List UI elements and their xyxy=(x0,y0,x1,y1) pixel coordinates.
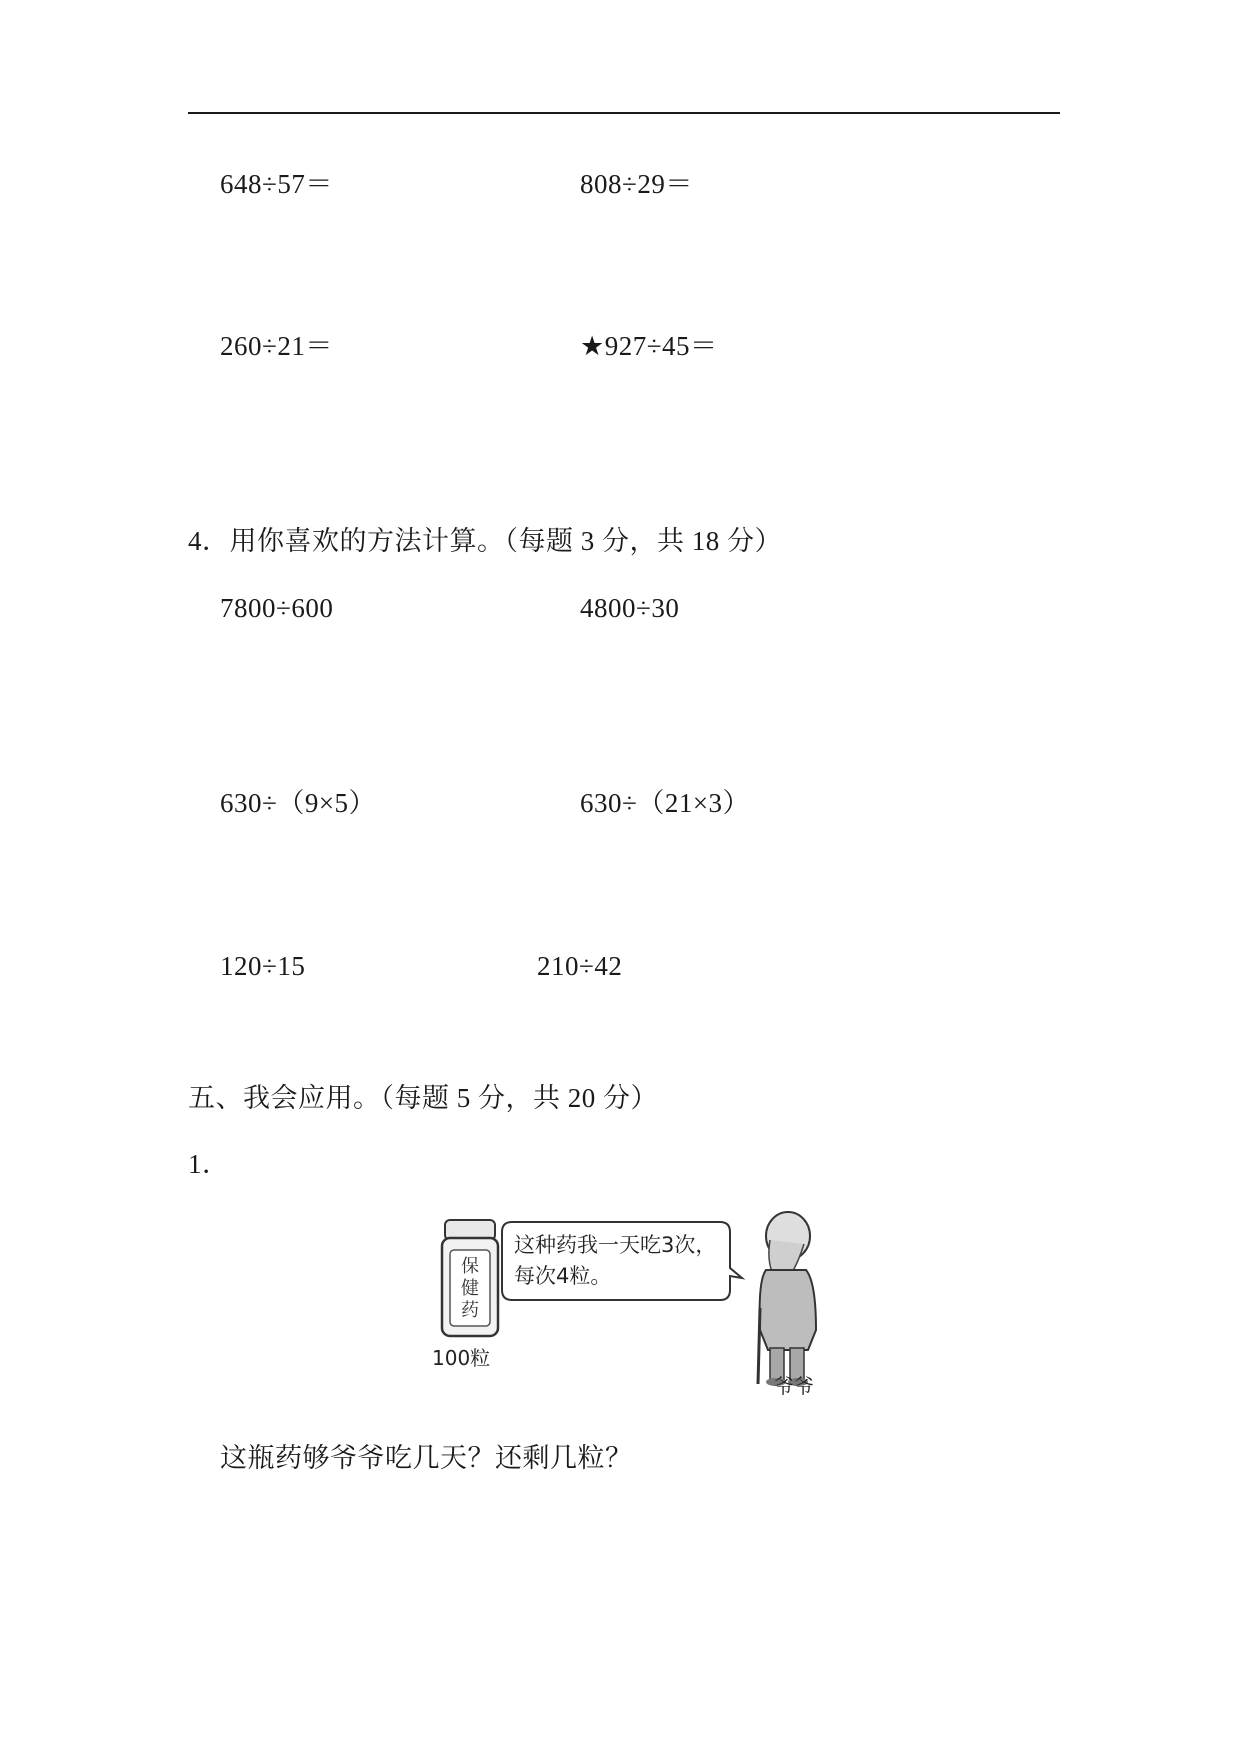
item-number: 1． xyxy=(188,1149,230,1179)
medicine-illustration xyxy=(420,1200,840,1400)
section-4-heading: 4．用你喜欢的方法计算。（每题 3 分，共 18 分） xyxy=(188,526,782,556)
header-rule xyxy=(188,112,1060,114)
calc-problem: ★927÷45＝ xyxy=(580,331,718,361)
calc-problem: 648÷57＝ xyxy=(220,169,333,199)
bottle-label-char: 药 xyxy=(461,1300,479,1321)
bottle-label-char: 保 xyxy=(461,1256,479,1277)
question-text: 这瓶药够爷爷吃几天？还剩几粒？ xyxy=(220,1443,633,1473)
problem: 210÷42 xyxy=(537,951,623,981)
problem: 7800÷600 xyxy=(220,593,334,623)
speech-line-1: 这种药我一天吃3次， xyxy=(514,1233,717,1257)
problem: 630÷（9×5） xyxy=(220,788,377,818)
problem: 120÷15 xyxy=(220,951,306,981)
calc-problem: 260÷21＝ xyxy=(220,331,333,361)
section-5-heading: 五、我会应用。（每题 5 分，共 20 分） xyxy=(188,1083,658,1113)
bottle-label-char: 健 xyxy=(461,1278,479,1299)
grandpa-icon xyxy=(758,1212,816,1386)
problem: 630÷（21×3） xyxy=(580,788,751,818)
problem: 4800÷30 xyxy=(580,593,680,623)
calc-problem: 808÷29＝ xyxy=(580,169,693,199)
speech-line-2: 每次4粒。 xyxy=(514,1264,612,1288)
bottle-count-label: 100粒 xyxy=(432,1346,491,1370)
grandpa-label: 爷爷 xyxy=(774,1374,814,1398)
